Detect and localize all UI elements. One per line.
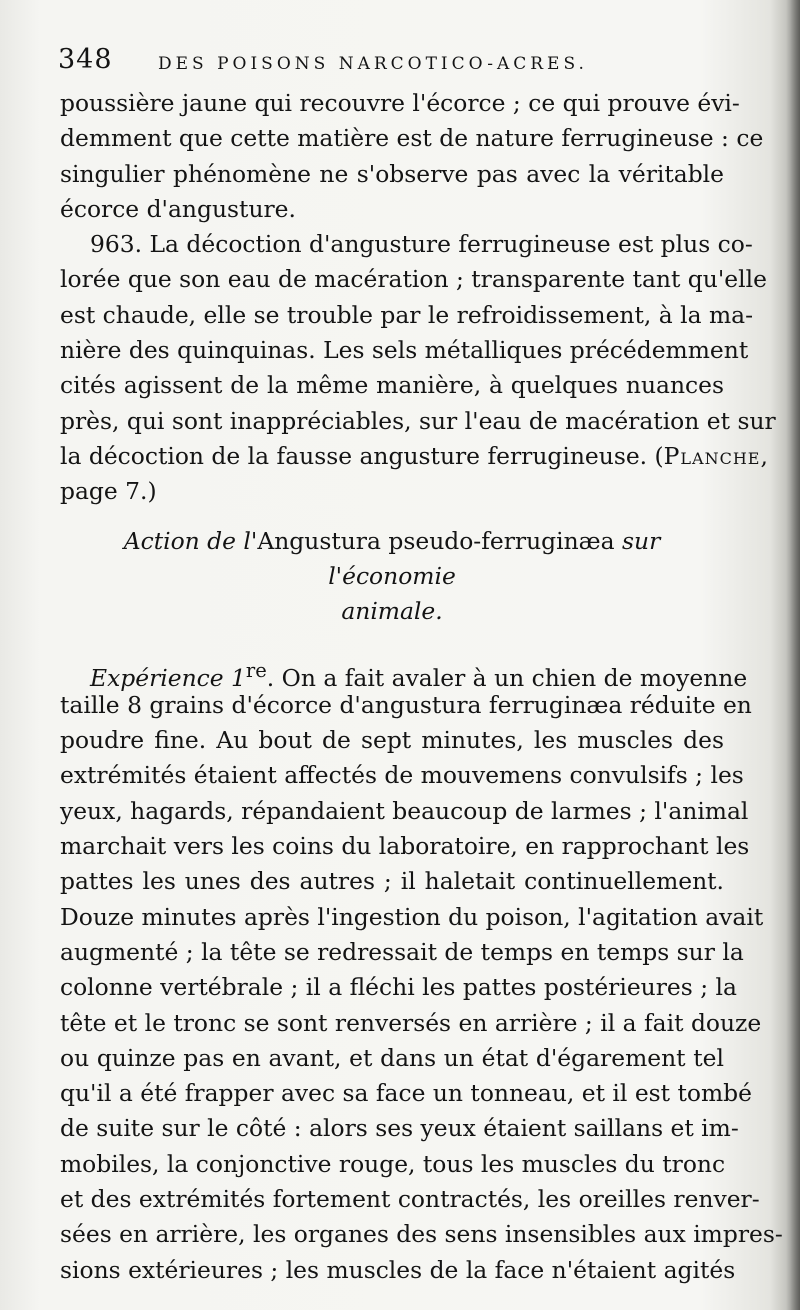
- text-line: pattes les unes des autres ; il haletait continuellement.: [60, 867, 724, 896]
- text-line: marchait vers les coins du laboratoire, en rapprochant les: [60, 832, 750, 861]
- text-line: colonne vertébrale ; il a fléchi les pattes postérieures ; la: [60, 973, 737, 1002]
- text-line: tête et le tronc se sont renversés en arrière ; il a fait douze: [60, 1008, 762, 1037]
- heading-species-rest: pseudo-ferruginæa: [380, 526, 623, 555]
- experiment-ordinal: re: [245, 658, 267, 682]
- running-head: DES POISONS NARCOTICO-ACRES.: [158, 54, 588, 74]
- text-line: nière des quinquinas. Les sels métalliques précédemment: [60, 336, 749, 365]
- spacer: [60, 629, 724, 653]
- text-line: sions extérieures ; les muscles de la face n'étaient agités: [60, 1255, 736, 1284]
- text-fragment: . On a fait avaler à un chien de moyenne: [266, 663, 748, 692]
- text-fragment: ,: [760, 441, 768, 470]
- page-number: 348: [58, 44, 113, 75]
- text-line: qu'il a été frapper avec sa face un tonneau, et il est tombé: [60, 1079, 752, 1108]
- heading-second-line: animale.: [341, 596, 443, 625]
- text-line: yeux, hagards, répandaient beaucoup de larmes ; l'animal: [60, 796, 749, 825]
- heading-species: Angustura: [257, 526, 381, 555]
- text-line: est chaude, elle se trouble par le refroidissement, à la ma-: [60, 300, 754, 329]
- text-line: poudre fine. Au bout de sept minutes, les muscles des: [60, 726, 724, 755]
- text-line: 963. La décoction d'angusture ferrugineuse est plus co-: [90, 230, 753, 259]
- citation-line: [60, 439, 768, 474]
- section-heading-line-2: [60, 594, 724, 629]
- text-line: près, qui sont inappréciables, sur l'eau de macération et sur: [60, 406, 776, 435]
- text-fragment: la décoction de la fausse angusture ferrugineuse. (: [60, 441, 664, 470]
- text-line: singulier phénomène ne s'observe pas avec la véritable: [60, 159, 724, 188]
- page-edge-shadow: [786, 0, 800, 1310]
- text-line: demment que cette matière est de nature ferrugineuse : ce: [60, 124, 764, 153]
- text-line: taille 8 grains d'écorce d'angustura ferruginæa réduite en: [60, 690, 752, 719]
- text-line: de suite sur le côté : alors ses yeux étaient saillans et im-: [60, 1114, 739, 1143]
- text-line: écorce d'angusture.: [60, 194, 296, 223]
- body-text: [60, 86, 783, 1288]
- text-line: lorée que son eau de macération ; transparente tant qu'elle: [60, 265, 767, 294]
- text-line: page 7.): [60, 477, 157, 506]
- text-line: Douze minutes après l'ingestion du poison, l'agitation avait: [60, 902, 764, 931]
- text-line: poussière jaune qui recouvre l'écorce ; ce qui prouve évi-: [60, 89, 740, 117]
- citation-name: Planche: [663, 441, 761, 470]
- heading-prefix: Action de l': [123, 526, 258, 555]
- page-header: [58, 42, 738, 82]
- section-heading: [60, 524, 724, 594]
- experiment-first-line: [60, 653, 748, 692]
- text-line: ou quinze pas en avant, et dans un état d'égarement tel: [60, 1043, 724, 1072]
- text-line: augmenté ; la tête se redressait de temps en temps sur la: [60, 937, 744, 966]
- heading-suffix: sur l'économie: [328, 526, 661, 590]
- text-line: mobiles, la conjonctive rouge, tous les muscles du tronc: [60, 1149, 726, 1178]
- text-line: extrémités étaient affectés de mouvemens convulsifs ; les: [60, 761, 744, 790]
- experiment-label: Expérience 1: [90, 663, 246, 692]
- text-line: et des extrémités fortement contractés, les oreilles renver-: [60, 1185, 760, 1214]
- text-line: cités agissent de la même manière, à quelques nuances: [60, 371, 724, 400]
- text-line: sées en arrière, les organes des sens insensibles aux impres-: [60, 1220, 783, 1249]
